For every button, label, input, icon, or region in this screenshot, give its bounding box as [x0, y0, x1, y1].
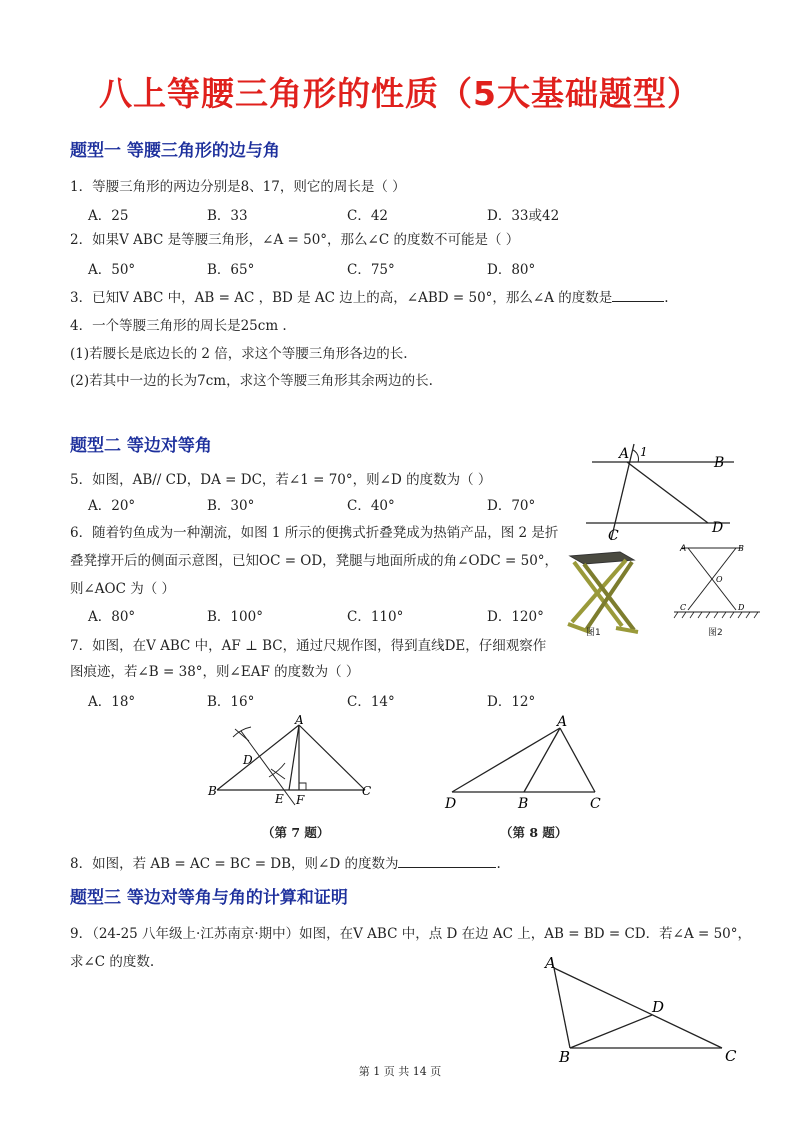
question-6-line-1: 6．随着钓鱼成为一种潮流，如图 1 所示的便携式折叠凳成为热销产品，图 2 是折 [70, 525, 559, 541]
q6-option-a: A．80° [88, 609, 136, 625]
label-a: A [545, 954, 556, 972]
label-f: F [296, 793, 305, 807]
q6-option-c: C．110° [347, 609, 404, 625]
label-a: A [680, 544, 687, 554]
label-c: C [362, 784, 372, 798]
label-d: D [712, 520, 724, 536]
segment-ab [554, 968, 570, 1048]
label-c: C [590, 796, 601, 812]
segment-ae [289, 725, 299, 790]
q2-option-b: B．65° [207, 262, 255, 278]
q6-option-d: D．120° [487, 609, 544, 625]
question-3: 3．已知V ABC 中，AB = AC ，BD 是 AC 边上的高，∠ABD = 50°，那么∠A 的度数是 . [70, 286, 669, 306]
label-o: O [716, 575, 723, 584]
question-5: 5．如图，AB// CD，DA = DC，若∠1 = 70°，则∠D 的度数为（ ） [70, 472, 492, 488]
section-heading-2: 题型二 等边对等角 [70, 436, 212, 456]
label-a: A [619, 446, 630, 462]
q5-figure [582, 440, 742, 545]
segment-ba [524, 728, 560, 792]
q1-option-a: A．25 [88, 208, 129, 224]
question-8: 8．如图，若 AB = AC = BC = DB，则∠D 的度数为 . [70, 852, 501, 872]
question-7-line-1: 7．如图，在V ABC 中，AF ⊥ BC，通过尺规作图，得到直线DE，仔细观察作 [70, 638, 547, 654]
label-d: D [738, 603, 745, 612]
right-angle-mark [299, 783, 306, 790]
label-1: 1 [640, 445, 648, 459]
q7-option-a: A．18° [88, 694, 136, 710]
question-7-line-2: 图痕迹，若∠B = 38°，则∠EAF 的度数为（ ） [70, 664, 360, 680]
q2-option-a: A．50° [88, 262, 136, 278]
q5-option-a: A．20° [88, 498, 136, 514]
q2-option-d: D．80° [487, 262, 536, 278]
label-a: A [295, 715, 304, 727]
question-1: 1．等腰三角形的两边分别是8、17，则它的周长是（ ） [70, 179, 406, 195]
arc-cross-1 [235, 729, 249, 741]
q7-option-c: C．14° [347, 694, 395, 710]
q7-option-b: B．16° [207, 694, 255, 710]
answer-blank [398, 854, 496, 869]
q7-option-d: D．12° [487, 694, 536, 710]
label-a: A [557, 714, 568, 730]
segment-bd [570, 1015, 652, 1048]
question-9-line-2: 求∠C 的度数. [70, 954, 155, 970]
question-2: 2．如果V ABC 是等腰三角形，∠A = 50°，那么∠C 的度数不可能是（ ） [70, 232, 520, 248]
segment-ac [299, 725, 365, 790]
q5-option-c: C．40° [347, 498, 395, 514]
line-ad [627, 462, 708, 523]
q8-text: 8．如图，若 AB = AC = BC = DB，则∠D 的度数为 [70, 856, 399, 872]
q3-text: 3．已知V ABC 中，AB = AC ，BD 是 AC 边上的高，∠ABD = 50°，那么∠A 的度数是 [70, 290, 613, 306]
label-b: B [518, 796, 529, 812]
label-b: B [738, 544, 744, 553]
ground-hatch [674, 612, 758, 618]
fig7-caption: （第 7 题） [262, 825, 330, 840]
fig6-caption-1: 图1 [586, 628, 601, 638]
label-d: D [652, 998, 665, 1016]
fig6-caption-2: 图2 [708, 628, 723, 638]
label-c: C [608, 528, 619, 544]
stool-diagram [670, 540, 765, 625]
label-d: D [243, 753, 253, 767]
q5-option-d: D．70° [487, 498, 536, 514]
q9-figure [540, 950, 750, 1065]
label-c: C [725, 1047, 737, 1065]
page-title: 八上等腰三角形的性质（5大基础题型） [99, 74, 701, 113]
q1-option-b: B．33 [207, 208, 248, 224]
segment-da [452, 728, 560, 792]
answer-blank [612, 288, 664, 303]
q6-option-b: B．100° [207, 609, 263, 625]
question-6-line-2: 叠凳撑开后的侧面示意图，已知OC = OD，凳腿与地面所成的角∠ODC = 50°， [70, 553, 559, 569]
q7-figure [205, 715, 385, 810]
line-de [241, 731, 295, 805]
fig8-caption: （第 8 题） [500, 825, 568, 840]
arc-bottom [269, 763, 285, 777]
q1-option-d: D．33或42 [487, 208, 560, 224]
question-4-part-2: (2)若其中一边的长为7cm，求这个等腰三角形其余两边的长. [70, 373, 433, 389]
q1-option-c: C．42 [347, 208, 389, 224]
question-4: 4．一个等腰三角形的周长是25cm . [70, 318, 287, 334]
q8-figure [440, 710, 615, 815]
page-footer: 第 1 页 共 14 页 [358, 1065, 442, 1078]
section-heading-3: 题型三 等边对等角与角的计算和证明 [70, 888, 348, 908]
segment-ac [560, 728, 595, 792]
label-b: B [559, 1048, 571, 1065]
stool-photo [560, 548, 642, 643]
label-c: C [680, 603, 687, 612]
angle-1-arc [633, 450, 638, 462]
segment-ab [217, 725, 299, 790]
label-b: B [208, 784, 217, 798]
label-e: E [275, 792, 284, 806]
segment-ac [554, 968, 722, 1048]
q2-option-c: C．75° [347, 262, 395, 278]
q5-option-b: B．30° [207, 498, 255, 514]
question-4-part-1: (1)若腰长是底边长的 2 倍，求这个等腰三角形各边的长. [70, 346, 408, 362]
label-b: B [714, 455, 725, 471]
question-6-line-3: 则∠AOC 为（ ） [70, 581, 176, 597]
label-d: D [445, 796, 457, 812]
section-heading-1: 题型一 等腰三角形的边与角 [70, 141, 280, 161]
question-9-line-1: 9．（24-25 八年级上·江苏南京·期中）如图，在V ABC 中，点 D 在边 AC 上，AB = BD = CD．若∠A = 50°， [70, 926, 752, 942]
